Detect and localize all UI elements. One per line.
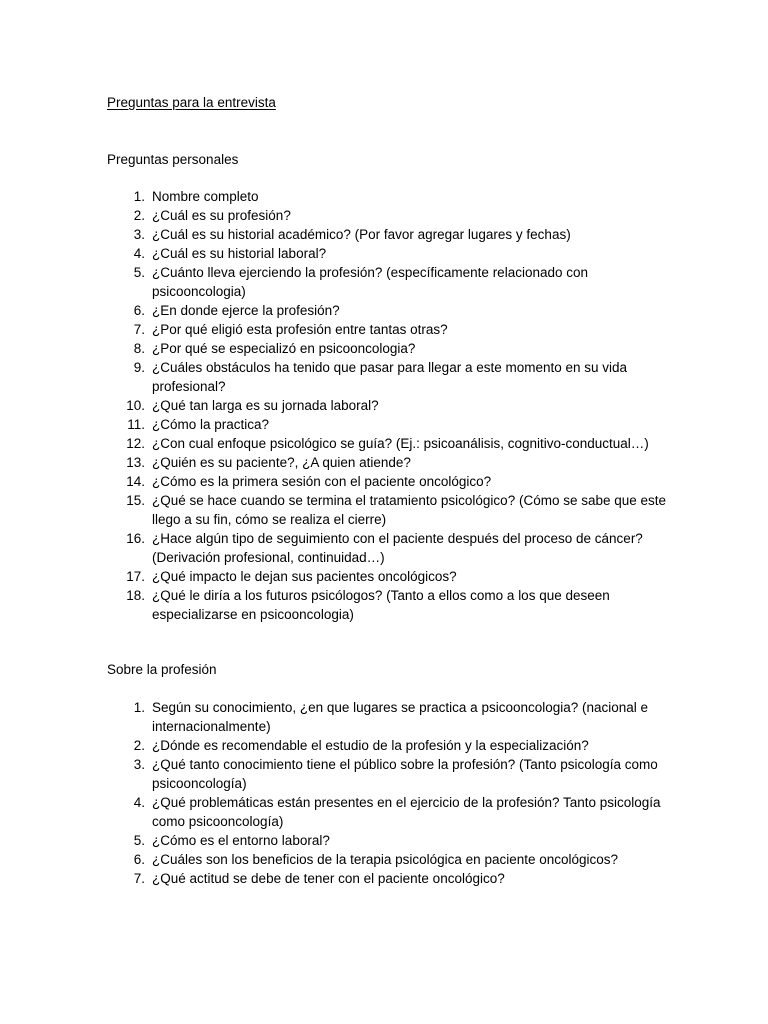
section-heading-profession: Sobre la profesión xyxy=(107,662,217,677)
item-text: ¿Por qué eligió esta profesión entre tantas otras? xyxy=(152,322,448,337)
item-text: ¿Dónde es recomendable el estudio de la profesión y la especialización? xyxy=(152,738,589,753)
item-text: ¿Qué tanto conocimiento tiene el público sobre la profesión? (Tanto psicología como psicooncología) xyxy=(152,757,658,791)
list-item xyxy=(107,736,667,755)
list-item xyxy=(107,396,667,415)
item-number: 15. xyxy=(126,493,145,508)
item-number: 7. xyxy=(133,322,145,337)
list-item xyxy=(107,755,667,793)
item-text: ¿En donde ejerce la profesión? xyxy=(152,303,340,318)
item-number: 2. xyxy=(133,738,145,753)
list-item xyxy=(107,869,667,888)
item-text: ¿Con cual enfoque psicológico se guía? (Ej.: psicoanálisis, cognitivo-conductual…) xyxy=(152,436,649,451)
item-text: Nombre completo xyxy=(152,189,259,204)
item-text: ¿Qué se hace cuando se termina el tratamiento psicológico? (Cómo se sabe que este llego a su fin, cómo se realiza el cierre) xyxy=(152,493,667,527)
item-text: ¿Qué problemáticas están presentes en el ejercicio de la profesión? Tanto psicología como psicooncología) xyxy=(152,795,661,829)
list-item xyxy=(107,358,667,396)
list-item xyxy=(107,339,667,358)
item-number: 17. xyxy=(126,569,145,584)
item-number: 18. xyxy=(126,588,145,603)
list-item xyxy=(107,453,667,472)
item-number: 13. xyxy=(126,455,145,470)
item-text: ¿Cuál es su historial académico? (Por favor agregar lugares y fechas) xyxy=(152,227,571,242)
item-number: 12. xyxy=(126,436,145,451)
item-number: 6. xyxy=(133,852,145,867)
item-text: ¿Qué tan larga es su jornada laboral? xyxy=(152,398,379,413)
item-number: 11. xyxy=(127,417,145,432)
item-text: ¿Cómo la practica? xyxy=(152,417,270,432)
item-text: ¿Por qué se especializó en psicooncologia? xyxy=(152,341,416,356)
list-item xyxy=(107,793,667,831)
item-number: 3. xyxy=(133,757,145,772)
list-item xyxy=(107,529,667,567)
list-item xyxy=(107,206,667,225)
item-text: ¿Qué le diría a los futuros psicólogos? (Tanto a ellos como a los que deseen especializarse en psicooncologia) xyxy=(152,588,610,622)
item-number: 5. xyxy=(133,833,145,848)
item-text: ¿Cuáles obstáculos ha tenido que pasar para llegar a este momento en su vida profesional? xyxy=(152,360,628,394)
document-title: Preguntas para la entrevista xyxy=(107,95,276,110)
item-number: 5. xyxy=(133,265,145,280)
item-number: 1. xyxy=(133,189,145,204)
list-item xyxy=(107,263,667,301)
list-item xyxy=(107,225,667,244)
question-list-personal xyxy=(107,187,667,624)
list-item xyxy=(107,698,667,736)
item-text: ¿Qué impacto le dejan sus pacientes oncológicos? xyxy=(152,569,457,584)
item-number: 4. xyxy=(133,795,145,810)
item-text: Según su conocimiento, ¿en que lugares se practica a psicooncologia? (nacional e internacionalmente) xyxy=(152,700,649,734)
item-text: ¿Qué actitud se debe de tener con el paciente oncológico? xyxy=(152,871,505,886)
item-number: 1. xyxy=(133,700,145,715)
section-heading-personal: Preguntas personales xyxy=(107,152,239,167)
item-number: 6. xyxy=(133,303,145,318)
item-text: ¿Cómo es el entorno laboral? xyxy=(152,833,330,848)
item-text: ¿Quién es su paciente?, ¿A quien atiende? xyxy=(152,455,411,470)
list-item xyxy=(107,434,667,453)
item-text: ¿Cuál es su historial laboral? xyxy=(152,246,327,261)
list-item xyxy=(107,187,667,206)
item-number: 10. xyxy=(126,398,145,413)
list-item xyxy=(107,320,667,339)
item-number: 7. xyxy=(133,871,145,886)
item-number: 16. xyxy=(126,531,145,546)
item-text: ¿Cuál es su profesión? xyxy=(152,208,291,223)
list-item xyxy=(107,586,667,624)
list-item xyxy=(107,301,667,320)
question-list-profession xyxy=(107,698,667,888)
item-text: ¿Cómo es la primera sesión con el paciente oncológico? xyxy=(152,474,492,489)
list-item xyxy=(107,244,667,263)
item-text: ¿Cuáles son los beneficios de la terapia psicológica en paciente oncológicos? xyxy=(152,852,619,867)
item-number: 9. xyxy=(133,360,145,375)
list-item xyxy=(107,850,667,869)
item-number: 14. xyxy=(126,474,145,489)
list-item xyxy=(107,472,667,491)
item-number: 3. xyxy=(133,227,145,242)
list-item xyxy=(107,567,667,586)
item-number: 4. xyxy=(133,246,145,261)
item-number: 2. xyxy=(133,208,145,223)
list-item xyxy=(107,831,667,850)
list-item xyxy=(107,415,667,434)
item-number: 8. xyxy=(133,341,145,356)
item-text: ¿Cuánto lleva ejerciendo la profesión? (específicamente relacionado con psicooncologia) xyxy=(152,265,589,299)
item-text: ¿Hace algún tipo de seguimiento con el paciente después del proceso de cáncer? (Derivación profesional, continuidad…) xyxy=(152,531,643,565)
list-item xyxy=(107,491,667,529)
